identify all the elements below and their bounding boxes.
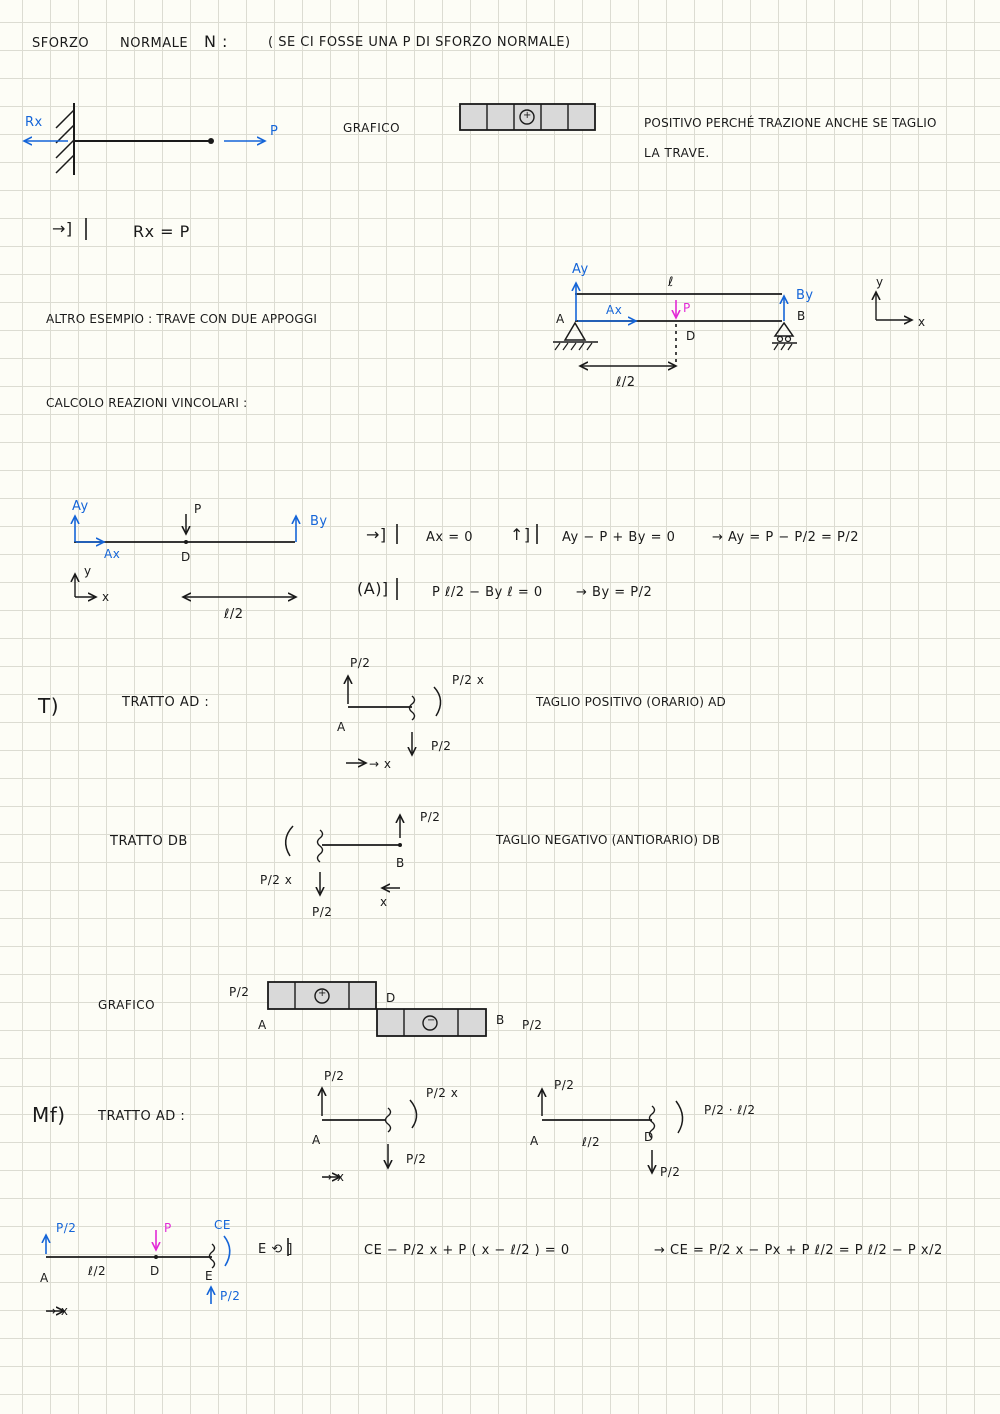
fbd-ax: Ax [104,547,121,561]
moment2-half-l: ℓ/2 [582,1135,601,1149]
moment-a: A [312,1133,321,1147]
moment-e-p2-down: P/2 [220,1289,241,1303]
shear-db-p2: P/2 [312,905,333,919]
shear-ad-text: TAGLIO POSITIVO (ORARIO) AD [536,695,726,709]
moment2-p2-down: P/2 [660,1165,681,1179]
fbd-axis-y: y [84,564,92,578]
shear-db-b: B [396,856,405,870]
shear-tratto-ad: TRATTO AD : [122,695,210,710]
rx-label: Rx [25,115,43,130]
shear-db-text: TAGLIO NEGATIVO (ANTIORARIO) DB [496,833,721,847]
moment-tratto-ad: TRATTO AD : [98,1109,186,1124]
beam-l: ℓ [668,275,674,290]
moment-e-diagram [46,1230,288,1311]
beam-p: P [683,301,691,315]
beam-by: By [796,288,814,303]
moment-e-half-l: ℓ/2 [88,1264,107,1278]
reactions-title: CALCOLO REAZIONI VINCOLARI : [46,396,248,410]
shear-db-diagram [286,815,402,895]
grafico-label: GRAFICO [343,121,401,135]
equilibrium-bracket: →] [52,219,73,238]
moment2-p2-up: P/2 [554,1078,575,1092]
beam-half-l: ℓ/2 [616,375,636,390]
graph-a: A [258,1018,267,1032]
moment-x: → x [322,1170,345,1184]
cantilever-diagram [24,103,265,175]
beam-a: A [556,312,565,326]
fbd-axis-x: x [102,590,110,604]
graph-d: D [386,991,396,1005]
beam-ay: Ay [572,262,589,277]
graph-p2-right: P/2 [522,1018,543,1032]
eq-y-result: → Ay = P − P/2 = P/2 [712,530,860,545]
moment-e-d: D [150,1264,160,1278]
moment-e-a: A [40,1271,49,1285]
graph-b: B [496,1013,505,1027]
shear-ad-diagram [346,676,441,763]
fbd-ay: Ay [72,499,89,514]
moment-e-ce: CE [214,1218,231,1232]
moment-p2-down: P/2 [406,1152,427,1166]
moment-eq-bracket: E ⟲ ] [258,1242,293,1257]
heading-normale: NORMALE [120,36,189,51]
beam-b: B [797,309,806,323]
shear-db-x: x [380,895,388,909]
simply-supported-beam-diagram [553,283,912,366]
heading-sforzo: SFORZO [32,36,90,51]
fbd-p: P [194,502,202,516]
shear-ad-a: A [337,720,346,734]
shear-db-p2x: P/2 x [260,873,293,887]
eq-x: Ax = 0 [426,530,474,545]
moment-ad-section-d-diagram [542,1089,683,1173]
moment2-value: P/2 · ℓ/2 [704,1103,756,1117]
beam-ax: Ax [606,303,623,317]
moment-p2x: P/2 x [426,1086,459,1100]
eq-x-bracket: →] [366,525,387,544]
fbd-by: By [310,514,328,529]
moment-eq: CE − P/2 x + P ( x − ℓ/2 ) = 0 [364,1243,570,1258]
shear-grafico-label: GRAFICO [98,998,156,1012]
plus-sign: + [523,110,532,121]
rx-equation: Rx = P [133,222,190,241]
graph-minus: − [427,1015,436,1026]
eq-m-bracket: (A)] [357,579,389,598]
moment-e-e: E [205,1269,214,1283]
beam-d: D [686,329,696,343]
eq-m-result: → By = P/2 [576,585,653,600]
explanation-line1: POSITIVO PERCHÉ TRAZIONE ANCHE SE TAGLIO [644,116,937,130]
axis-y: y [876,275,884,289]
shear-label: T) [38,694,60,718]
moment-ad-diagram [322,1088,417,1177]
moment2-d: D [644,1130,654,1144]
p-label: P [270,124,279,139]
moment-eq-result: → CE = P/2 x − Px + P ℓ/2 = P ℓ/2 − P x/2 [654,1243,943,1258]
shear-ad-x: → x [369,757,392,771]
moment-e-p: P [164,1221,172,1235]
shear-ad-p2-up: P/2 [350,656,371,670]
eq-y: Ay − P + By = 0 [562,530,676,545]
moment2-a: A [530,1134,539,1148]
moment-e-x: → x [46,1304,69,1318]
eq-m: P ℓ/2 − By ℓ = 0 [432,585,543,600]
moment-label: Mf) [32,1103,66,1127]
graph-plus: + [318,988,327,999]
moment-e-p2-up: P/2 [56,1221,77,1235]
explanation-line2: LA TRAVE. [644,146,710,160]
heading-note: ( SE CI FOSSE UNA P DI SFORZO NORMALE) [268,35,571,50]
shear-ad-p2x: P/2 x [452,673,485,687]
heading-symbol: N : [204,32,228,51]
shear-tratto-db: TRATTO DB [110,834,188,849]
shear-graph [268,982,486,1036]
shear-db-p2-up: P/2 [420,810,441,824]
axis-x: x [918,315,926,329]
fbd-d: D [181,550,191,564]
fbd-half-l: ℓ/2 [224,607,244,622]
moment-p2-up: P/2 [324,1069,345,1083]
example-title: ALTRO ESEMPIO : TRAVE CON DUE APPOGGI [46,312,318,326]
eq-y-bracket: ↑] [510,525,531,544]
shear-ad-p2-down: P/2 [431,739,452,753]
graph-p2-left: P/2 [229,985,250,999]
